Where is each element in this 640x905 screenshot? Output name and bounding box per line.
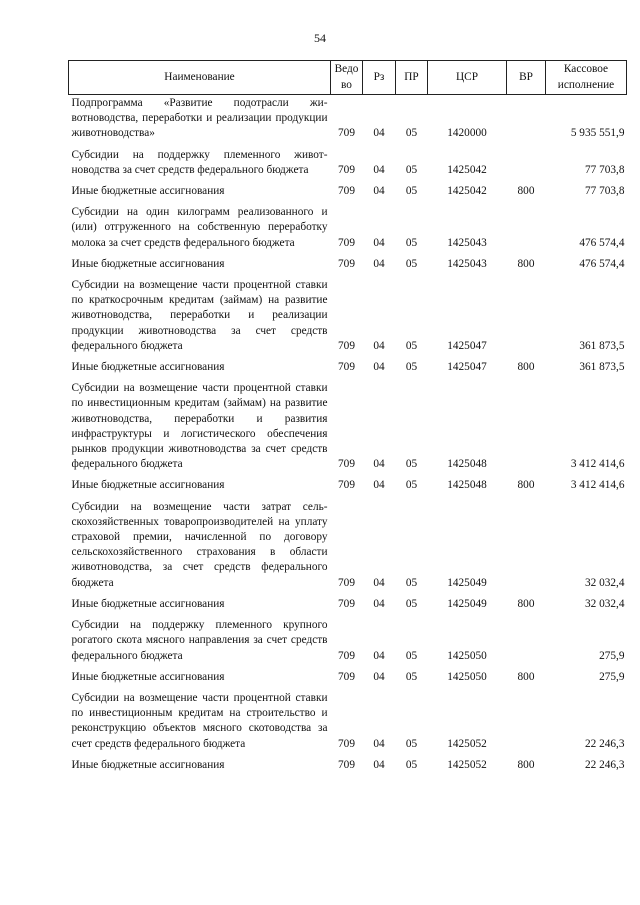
row-rz: 04: [373, 458, 385, 471]
row-ved: 709: [338, 649, 355, 662]
row-name: Иные бюджетные ассигнования: [71, 361, 225, 374]
row-ved: 709: [338, 597, 355, 610]
row-ved: 709: [338, 670, 355, 683]
row-name: Иные бюджетные ассигнования: [71, 257, 225, 270]
row-csr: 1420000: [447, 127, 487, 140]
table-row: [69, 95, 627, 142]
row-ved: 709: [338, 163, 355, 176]
row-pr: 05: [405, 236, 418, 249]
row-vr: [507, 494, 546, 591]
row-csr: 1425047: [447, 339, 487, 352]
row-ved: 709: [338, 458, 355, 471]
row-amount: 5 935 551,9: [570, 127, 625, 140]
row-vr: 800: [517, 670, 535, 683]
row-vr: 800: [517, 758, 535, 771]
row-ved: 709: [338, 361, 355, 374]
table-body: [69, 95, 627, 773]
row-ved: 709: [338, 479, 355, 492]
row-csr: 1425052: [447, 737, 487, 750]
row-ved: 709: [338, 339, 355, 352]
row-rz: 04: [373, 127, 385, 140]
row-rz: 04: [373, 163, 385, 176]
row-vr: [507, 375, 546, 472]
table-row: [69, 472, 627, 493]
row-amount: 476 574,4: [579, 236, 625, 249]
row-rz: 04: [373, 649, 385, 662]
table-header: [69, 61, 627, 95]
header-cash-line1: Кассовое: [563, 63, 609, 76]
row-pr: 05: [405, 458, 418, 471]
header-cash-execution: [546, 61, 627, 95]
row-rz: 04: [373, 236, 385, 249]
row-csr: 1425050: [447, 670, 487, 683]
header-name: Наименование: [69, 61, 331, 95]
row-name: Субсидии на один килограмм реализованного и (или) отгруженного на собственную переработку молока за счет средств федерального бюджета: [71, 206, 328, 249]
row-vr: [507, 95, 546, 142]
row-amount: 476 574,4: [579, 257, 625, 270]
row-vr: 800: [517, 361, 535, 374]
row-name: Подпрограмма «Развитие подотрасли животноводства, переработки и реализации продукции животноводства»: [71, 97, 328, 140]
row-vr: [507, 199, 546, 251]
row-pr: 05: [405, 649, 418, 662]
header-pr: ПР: [396, 61, 428, 95]
table-row: [69, 591, 627, 612]
table-row: [69, 664, 627, 685]
row-name: Иные бюджетные ассигнования: [71, 185, 225, 198]
table-row: [69, 272, 627, 354]
header-csr: ЦСР: [428, 61, 507, 95]
row-vr: 800: [517, 257, 535, 270]
header-ved: [331, 61, 363, 95]
row-name: Субсидии на возмещение части затрат сельскохозяйственных товаропроизводителей на уплату страховой премии, начисленной по договору сельскохозяйственного страхования в области животноводства, за счет средств федерального бюджета: [71, 500, 328, 589]
row-csr: 1425043: [447, 236, 487, 249]
row-amount: 22 246,3: [584, 758, 625, 771]
row-pr: 05: [405, 127, 418, 140]
header-rz: Рз: [363, 61, 396, 95]
row-amount: 3 412 414,6: [570, 479, 625, 492]
table-row: [69, 178, 627, 199]
row-csr: 1425047: [447, 361, 487, 374]
row-vr: 800: [517, 479, 535, 492]
row-pr: 05: [405, 257, 418, 270]
row-rz: 04: [373, 597, 385, 610]
row-rz: 04: [373, 576, 385, 589]
row-vr: 800: [517, 185, 535, 198]
row-csr: 1425049: [447, 597, 487, 610]
budget-table: [68, 60, 627, 773]
row-vr: [507, 272, 546, 354]
page-number: 54: [314, 31, 326, 45]
row-csr: 1425042: [447, 185, 487, 198]
row-pr: 05: [405, 185, 418, 198]
row-amount: 77 703,8: [584, 163, 625, 176]
row-rz: 04: [373, 758, 385, 771]
row-ved: 709: [338, 257, 355, 270]
row-csr: 1425042: [447, 163, 487, 176]
row-name: Иные бюджетные ассигнования: [71, 479, 225, 492]
row-name: Субсидии на возмещение части процентной ставки по инвестиционным кредитам на строительство и реконструкцию объектов мясного скотоводства за счет средств федерального бюджета: [71, 691, 328, 750]
header-ved-line1: Ведо: [334, 63, 359, 76]
row-csr: 1425049: [447, 576, 487, 589]
table-row: [69, 752, 627, 773]
row-pr: 05: [405, 597, 418, 610]
row-amount: 275,9: [599, 649, 625, 662]
row-rz: 04: [373, 185, 385, 198]
row-name: Субсидии на поддержку племенного крупного рогатого скота мясного направления за счет средств федерального бюджета: [71, 619, 328, 662]
row-name: Иные бюджетные ассигнования: [71, 758, 225, 771]
row-amount: 275,9: [599, 670, 625, 683]
row-rz: 04: [373, 361, 385, 374]
row-csr: 1425050: [447, 649, 487, 662]
row-name: Иные бюджетные ассигнования: [71, 670, 225, 683]
row-vr: [507, 685, 546, 752]
row-name: Иные бюджетные ассигнования: [71, 597, 225, 610]
row-csr: 1425052: [447, 758, 487, 771]
row-rz: 04: [373, 339, 385, 352]
table-row: [69, 494, 627, 591]
row-pr: 05: [405, 670, 418, 683]
row-csr: 1425048: [447, 479, 487, 492]
table-row: [69, 375, 627, 472]
row-amount: 3 412 414,6: [570, 458, 625, 471]
row-amount: 77 703,8: [584, 185, 625, 198]
row-ved: 709: [338, 236, 355, 249]
row-rz: 04: [373, 737, 385, 750]
row-amount: 361 873,5: [579, 339, 625, 352]
table-row: [69, 142, 627, 178]
header-ved-line2: во: [341, 78, 352, 91]
row-ved: 709: [338, 758, 355, 771]
row-vr: [507, 612, 546, 664]
row-csr: 1425043: [447, 257, 487, 270]
table-row: [69, 685, 627, 752]
row-rz: 04: [373, 257, 385, 270]
row-vr: [507, 142, 546, 178]
row-vr: 800: [517, 597, 535, 610]
row-amount: 361 873,5: [579, 361, 625, 374]
table-row: [69, 251, 627, 272]
header-vr: ВР: [507, 61, 546, 95]
row-csr: 1425048: [447, 458, 487, 471]
row-name: Субсидии на возмещение части процентной ставки по инвестиционным кредитам (займам) на развитие животноводства, переработки и развития инфраструктуры и логистического обеспечения рынков продукции животноводства за счет средств федерального бюджета: [71, 382, 328, 471]
row-pr: 05: [405, 339, 418, 352]
row-pr: 05: [405, 361, 418, 374]
row-ved: 709: [338, 127, 355, 140]
row-pr: 05: [405, 479, 418, 492]
row-name: Субсидии на поддержку племенного животноводства за счет средств федерального бюджета: [71, 148, 328, 176]
row-rz: 04: [373, 670, 385, 683]
row-ved: 709: [338, 737, 355, 750]
row-amount: 22 246,3: [584, 737, 625, 750]
table-row: [69, 354, 627, 375]
row-ved: 709: [338, 576, 355, 589]
row-pr: 05: [405, 163, 418, 176]
table-row: [69, 199, 627, 251]
header-cash-line2: исполнение: [557, 78, 615, 91]
row-amount: 32 032,4: [584, 597, 625, 610]
row-ved: 709: [338, 185, 355, 198]
row-pr: 05: [405, 576, 418, 589]
row-rz: 04: [373, 479, 385, 492]
table-row: [69, 612, 627, 664]
row-amount: 32 032,4: [584, 576, 625, 589]
row-pr: 05: [405, 758, 418, 771]
row-name: Субсидии на возмещение части процентной ставки по краткосрочным кредитам (займам) на развитие животноводства, переработки и реализации продукции животноводства за счет средств федерального бюджета: [71, 279, 328, 352]
row-pr: 05: [405, 737, 418, 750]
